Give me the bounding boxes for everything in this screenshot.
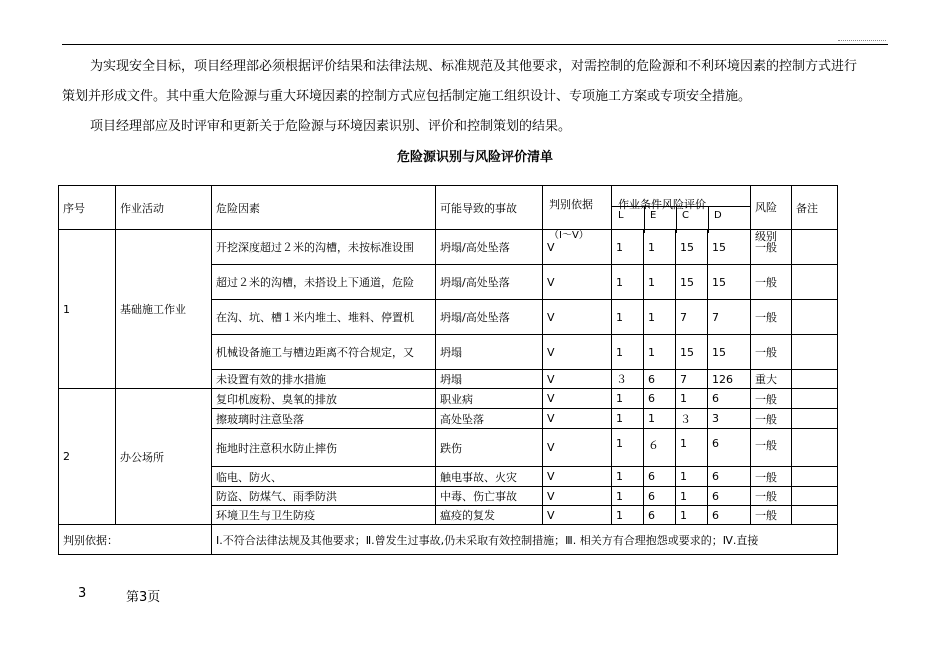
E-cell: 6 xyxy=(644,506,676,525)
level-cell xyxy=(751,230,792,265)
hazard-cell: 在沟、坑、槽１米内堆土、堆料、停置机 xyxy=(212,300,436,335)
remark-cell xyxy=(792,389,838,409)
E-cell: 6 xyxy=(644,467,676,487)
L-cell: 1 xyxy=(612,335,644,370)
C-cell: ３ xyxy=(676,409,708,429)
remark-cell xyxy=(792,506,838,525)
risk-table xyxy=(58,185,838,555)
hazard-cell: 超过２米的沟槽，未搭设上下通道，危险 xyxy=(212,265,436,300)
hazard-cell: 拖地时注意积水防止摔伤 xyxy=(212,429,436,467)
basis-cell: V xyxy=(543,506,612,525)
group-2-activity: 办公场所 xyxy=(116,389,212,525)
E-cell: 1 xyxy=(644,300,676,335)
L-cell: 1 xyxy=(612,230,644,265)
basis-cell: V xyxy=(543,335,612,370)
C-cell: 1 xyxy=(676,389,708,409)
hazard-cell: 防盗、防煤气、雨季防洪 xyxy=(212,487,436,506)
header-basis xyxy=(543,186,612,241)
group-2-seq: 2 xyxy=(59,389,116,525)
table-header-row xyxy=(59,186,838,230)
header-mark xyxy=(838,40,886,41)
header-rule xyxy=(62,44,888,45)
hazard-cell: 未设置有效的排水措施 xyxy=(212,370,436,389)
basis-cell: V xyxy=(543,230,612,265)
L-cell: 1 xyxy=(612,300,644,335)
C-cell: 15 xyxy=(676,265,708,300)
accident-cell: 触电事故、火灾 xyxy=(436,467,543,487)
accident-cell: 高处坠落 xyxy=(436,409,543,429)
E-cell: 1 xyxy=(644,409,676,429)
intro-paragraph-1 xyxy=(62,52,892,112)
remark-cell xyxy=(792,335,838,370)
table-row xyxy=(59,389,838,409)
divider xyxy=(676,207,677,233)
remark-cell xyxy=(792,467,838,487)
hazard-cell: 复印机废粉、臭氧的排放 xyxy=(212,389,436,409)
header-accident: 可能导致的事故 xyxy=(436,186,543,230)
D-cell: 15 xyxy=(708,230,751,265)
L-cell: 1 xyxy=(612,409,644,429)
E-cell: 1 xyxy=(644,230,676,265)
E-cell: 1 xyxy=(644,335,676,370)
header-conditions xyxy=(612,186,751,230)
L-cell: ３ xyxy=(612,370,644,389)
intro-line-1: 为实现安全目标，项目经理部必须根据评价结果和法律法规、标准规范及其他要求，对需控制的危险源和不利环境因素的控制方式进行 xyxy=(90,59,858,74)
basis-cell: V xyxy=(543,300,612,335)
header-conditions-label: 作业条件风险评价 xyxy=(618,198,706,211)
accident-cell: 坍塌 xyxy=(436,335,543,370)
hazard-cell: 环境卫生与卫生防疫 xyxy=(212,506,436,525)
level-cell: 一般 xyxy=(751,506,792,525)
D-cell: 7 xyxy=(708,300,751,335)
remark-cell xyxy=(792,409,838,429)
group-1-activity: 基础施工作业 xyxy=(116,230,212,389)
header-risk-level xyxy=(751,186,792,230)
basis-cell: V xyxy=(543,487,612,506)
D-cell: 6 xyxy=(708,389,751,409)
E-cell: 6 xyxy=(644,370,676,389)
C-cell: 1 xyxy=(676,487,708,506)
header-risk-sub: 级别 xyxy=(755,230,777,243)
header-risk-label: 风险 xyxy=(755,200,777,214)
C-cell: 15 xyxy=(676,230,708,265)
group-1-seq: 1 xyxy=(59,230,116,389)
hazard-cell: 临电、防火、 xyxy=(212,467,436,487)
accident-cell: 坍塌/高处坠落 xyxy=(436,230,543,265)
intro-line-3: 项目经理部应及时评审和更新关于危险源与环境因素识别、评价和控制策划的结果。 xyxy=(90,119,572,134)
basis-cell: V xyxy=(543,265,612,300)
remark-cell xyxy=(792,370,838,389)
remark-cell xyxy=(792,487,838,506)
level-cell: 一般 xyxy=(751,389,792,409)
basis-cell: V xyxy=(543,429,612,467)
intro-paragraph-2 xyxy=(62,112,892,142)
accident-cell: 坍塌/高处坠落 xyxy=(436,300,543,335)
D-cell: 126 xyxy=(708,370,751,389)
header-basis-range: （I～V） xyxy=(549,230,589,241)
accident-cell: 跌伤 xyxy=(436,429,543,467)
level-cell: 一般 xyxy=(751,429,792,467)
D-cell: 15 xyxy=(708,335,751,370)
D-cell: 6 xyxy=(708,506,751,525)
basis-cell: V xyxy=(543,389,612,409)
table-title: 危险源识别与风险评价清单 xyxy=(396,150,553,165)
C-cell: 1 xyxy=(676,467,708,487)
footer-page-label: 第3页 xyxy=(126,590,161,605)
header-D: D xyxy=(714,210,722,221)
basis-note-text: Ⅰ.不符合法律法规及其他要求；Ⅱ.曾发生过事故,仍未采取有效控制措施；Ⅲ. 相关方有合理抱怨或要求的；Ⅳ.直接 xyxy=(212,525,838,555)
accident-cell: 坍塌 xyxy=(436,370,543,389)
level-cell: 一般 xyxy=(751,467,792,487)
D-cell: 6 xyxy=(708,467,751,487)
D-cell: 6 xyxy=(708,429,751,467)
L-cell: 1 xyxy=(612,506,644,525)
C-cell: 7 xyxy=(676,370,708,389)
divider xyxy=(644,207,645,233)
L-cell: 1 xyxy=(612,265,644,300)
remark-cell xyxy=(792,429,838,467)
accident-cell: 职业病 xyxy=(436,389,543,409)
level-cell: 一般 xyxy=(751,409,792,429)
divider xyxy=(708,207,709,233)
header-L: L xyxy=(618,210,624,221)
header-basis-label: 判别依据 xyxy=(549,198,593,211)
E-cell: 6 xyxy=(644,487,676,506)
header-activity: 作业活动 xyxy=(116,186,212,230)
E-cell: 1 xyxy=(644,265,676,300)
basis-note-row xyxy=(59,525,838,555)
accident-cell: 瘟疫的复发 xyxy=(436,506,543,525)
L-cell: 1 xyxy=(612,429,644,467)
E-cell: 6 xyxy=(644,389,676,409)
table-row xyxy=(59,230,838,265)
basis-note-label: 判别依据： xyxy=(59,525,212,555)
L-cell: 1 xyxy=(612,389,644,409)
header-seq: 序号 xyxy=(59,186,116,230)
accident-cell: 中毒、伤亡事故 xyxy=(436,487,543,506)
remark-cell xyxy=(792,230,838,265)
header-conditions-subcols xyxy=(612,206,750,231)
header-hazard: 危险因素 xyxy=(212,186,436,230)
L-cell: 1 xyxy=(612,467,644,487)
level-cell: 一般 xyxy=(751,265,792,300)
hazard-cell: 开挖深度超过２米的沟槽，未按标准设围 xyxy=(212,230,436,265)
level-cell: 一般 xyxy=(751,300,792,335)
C-cell: 1 xyxy=(676,506,708,525)
C-cell: 1 xyxy=(676,429,708,467)
D-cell: 3 xyxy=(708,409,751,429)
header-remark: 备注 xyxy=(792,186,838,230)
intro-line-2: 策划并形成文件。其中重大危险源与重大环境因素的控制方式应包括制定施工组织设计、专项施工方案或专项安全措施。 xyxy=(62,89,752,104)
hazard-cell: 擦玻璃时注意坠落 xyxy=(212,409,436,429)
level-cell: 一般 xyxy=(751,335,792,370)
remark-cell xyxy=(792,265,838,300)
hazard-cell: 机械设备施工与槽边距离不符合规定，又 xyxy=(212,335,436,370)
L-cell: 1 xyxy=(612,487,644,506)
level-cell: 重大 xyxy=(751,370,792,389)
remark-cell xyxy=(792,300,838,335)
footer-number: 3 xyxy=(78,586,87,601)
level-value: 一般 xyxy=(755,241,777,254)
level-cell: 一般 xyxy=(751,487,792,506)
accident-cell: 坍塌/高处坠落 xyxy=(436,265,543,300)
E-cell: ６ xyxy=(644,429,676,467)
C-cell: 7 xyxy=(676,300,708,335)
basis-cell: V xyxy=(543,467,612,487)
header-C: C xyxy=(682,210,689,221)
basis-cell: V xyxy=(543,409,612,429)
D-cell: 15 xyxy=(708,265,751,300)
D-cell: 6 xyxy=(708,487,751,506)
basis-cell: V xyxy=(543,370,612,389)
C-cell: 15 xyxy=(676,335,708,370)
header-E: E xyxy=(650,210,657,221)
